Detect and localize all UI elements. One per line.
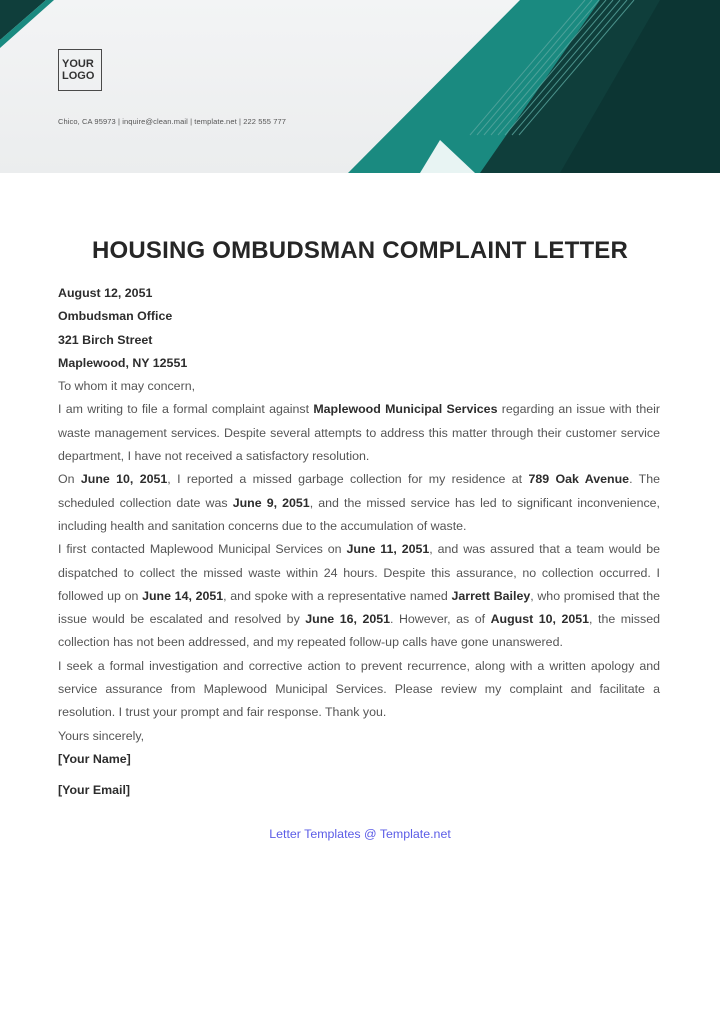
letterhead-banner — [0, 0, 720, 173]
paragraph-3 — [58, 538, 660, 654]
p2-text-2: , I reported a missed garbage collection for my residence at — [167, 472, 529, 487]
paragraph-2 — [58, 468, 660, 538]
recipient-name: Ombudsman Office — [58, 309, 173, 324]
p2-text: On — [58, 472, 81, 487]
p3-date-2: June 14, 2051 — [142, 588, 224, 603]
p3-rep-name: Jarrett Bailey — [451, 588, 531, 603]
signature-email: [Your Email] — [58, 783, 131, 798]
recipient-street: 321 Birch Street — [58, 332, 153, 347]
footer — [0, 827, 720, 841]
p3-text-4: , who promised that the issue would be escalated and resolved by — [58, 588, 660, 627]
page-title: HOUSING OMBUDSMAN COMPLAINT LETTER — [91, 237, 629, 264]
p2-text-end: , and the missed service has led to significant inconvenience, including health and sanitation concerns due to the accumulation of waste. — [58, 495, 660, 533]
p2-text-3: . The scheduled collection date was — [58, 472, 660, 510]
p3-text-3: , and spoke with a representative named — [223, 588, 452, 603]
salutation: To whom it may concern, — [58, 379, 196, 394]
footer-link[interactable]: Letter Templates @ Template.net — [269, 827, 451, 841]
p3-text-end: , the missed collection has not been addressed, and my repeated follow-up calls have gone unanswered. — [58, 612, 660, 650]
recipient-city: Maplewood, NY 12551 — [58, 355, 188, 370]
company-logo: YOUR LOGO — [58, 49, 102, 91]
p2-address: 789 Oak Avenue — [528, 472, 630, 487]
p3-date-3: June 16, 2051 — [305, 612, 391, 627]
signature-name: [Your Name] — [58, 751, 131, 766]
p1-text: I am writing to file a formal complaint against — [58, 402, 314, 417]
paragraph-4: I seek a formal investigation and corrective action to prevent recurrence, along with a written apology and service assurance from Maplewood Municipal Services. Please review my complaint and facilitate a resolution. I trust your prompt and fair response. Thank you. — [58, 658, 660, 720]
p3-text-2: , and was assured that a team would be dispatched to collect the missed waste within 24 hours. Despite this assurance, no collection occurred. I followed up on — [58, 542, 660, 603]
contact-line: Chico, CA 95973 | inquire@clean.mail | template.net | 222 555 777 — [58, 117, 287, 126]
p1-company: Maplewood Municipal Services — [313, 402, 498, 417]
paragraph-1 — [58, 398, 660, 468]
p2-date-2: June 9, 2051 — [232, 495, 310, 510]
letter-date: August 12, 2051 — [58, 286, 153, 300]
p2-date-1: June 10, 2051 — [80, 472, 168, 487]
closing: Yours sincerely, — [58, 728, 145, 743]
letter-body — [58, 282, 660, 803]
p1-text-end: regarding an issue with their waste management services. Despite several attempts to address this matter through their customer service department, I have not received a satisfactory resolution. — [58, 402, 661, 464]
p3-text: I first contacted Maplewood Municipal Services on — [58, 542, 347, 557]
p3-date-1: June 11, 2051 — [346, 542, 430, 557]
p3-date-4: August 10, 2051 — [490, 612, 590, 627]
banner-graphic — [0, 0, 720, 173]
p3-text-5: . However, as of — [390, 612, 491, 627]
